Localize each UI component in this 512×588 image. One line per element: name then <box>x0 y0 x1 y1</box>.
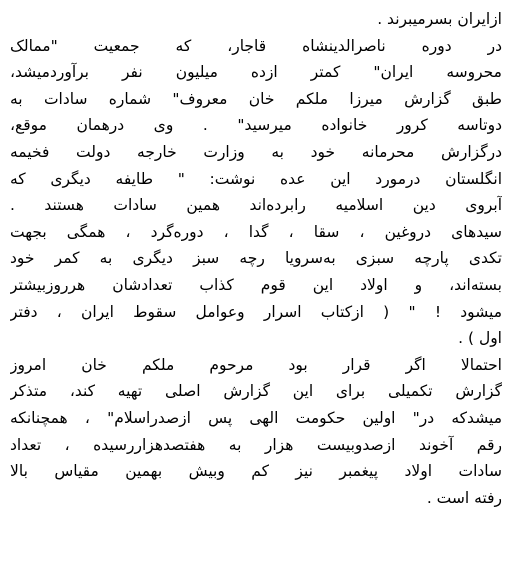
text-line: سادات اولاد پیغمبر نیز کم وبیش بهمین مقیاس بالا <box>10 462 502 481</box>
text-line: اول ) . <box>458 329 502 348</box>
text-line: میشود ! " ( ازکتاب اسرار وعوامل سقوط ایران ، دفتر <box>10 302 502 321</box>
text-line: بسته‌اند، و اولاد این قوم کذاب تعدادشان هرروزبیشتر <box>10 275 502 294</box>
text-line: طبق گزارش میرزا ملکم خان معروف" شماره سادات به <box>10 89 502 108</box>
text-line: محروسه ایران" کمتر ازده میلیون نفر برآوردمیشد، <box>10 63 502 82</box>
text-line: در دوره ناصرالدینشاه قاجار، که جمعیت "ممالک <box>10 36 502 55</box>
text-line: آبروی دین اسلامیه رابرده‌اند همین سادات هستند . <box>10 196 502 215</box>
text-line: ازایران بسرمیبرند . <box>377 10 502 28</box>
text-line: انگلستان درمورد این عده نوشت: " طایفه دیگری که <box>10 169 502 188</box>
text-line: احتمالا اگر قرار بود مرحوم ملکم خان امروز <box>10 355 502 374</box>
text-line: درگزارش محرمانه خود به وزارت خارجه دولت فخیمه <box>10 142 502 161</box>
text-line: تکدی پارچه سبزی به‌سرویا رچه سبز دیگری به کمر خود <box>10 249 502 268</box>
text-line: دوتاسه کرور خانواده میرسید" . وی درهمان موقع، <box>10 116 502 135</box>
text-line: رفته است . <box>426 488 502 507</box>
document-page <box>10 6 502 582</box>
text-line: گزارش تکمیلی برای این گزارش اصلی تهیه کند، متذکر <box>10 382 502 401</box>
text-line: سیدهای دروغین ، سقا ، گدا ، دوره‌گرد ، همگی بجهت <box>10 222 502 241</box>
text-line: رقم آخوند ازصدوبیست هزار به هفتصدهزاررسیده ، تعداد <box>10 435 502 454</box>
text-line: میشدکه در" اولین حکومت الهی پس ازصدراسلام" ، همچنانکه <box>10 408 502 427</box>
